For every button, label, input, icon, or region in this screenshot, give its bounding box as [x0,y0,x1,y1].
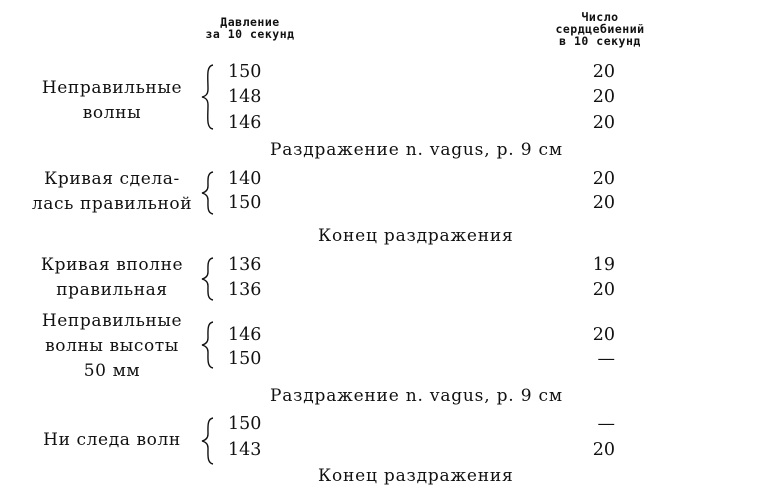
heart-rate-value: 20 [592,440,615,460]
heart-rate-value: 20 [592,62,615,82]
heart-rate-header [540,11,660,47]
pressure-value: 140 [228,169,262,189]
stimulation-end-note: Конец раздражения [318,226,514,246]
group-label-line: Кривая сдела- [44,169,180,189]
group-label-line: волны высоты [45,336,179,356]
pressure-value: 136 [228,255,262,275]
pressure-value: 143 [228,440,262,460]
pressure-header-line: за 10 секунд [205,27,295,41]
brace-icon [200,63,216,131]
group-label-line: Неправильные [41,311,183,331]
heart-rate-value: 20 [592,193,615,213]
group-label-line: Неправильные [41,78,183,98]
pressure-value: 150 [228,349,262,369]
pressure-value: 150 [228,414,262,434]
pressure-value: 146 [228,113,262,133]
group-label-line: Ни следа волн [43,430,181,450]
heart-rate-value: — [597,349,615,369]
group-label-line: волны [82,103,142,123]
heart-rate-value: 20 [592,113,615,133]
pressure-value: 136 [228,280,262,300]
stimulation-end-note: Конец раздражения [318,466,514,486]
heart-rate-header-line: Число [581,10,619,24]
heart-rate-value: 20 [592,325,615,345]
stimulation-note: Раздражение n. vagus, p. 9 см [270,386,563,406]
group-label [28,309,196,384]
stimulation-note: Раздражение n. vagus, p. 9 см [270,140,563,160]
pressure-header [192,16,308,40]
heart-rate-value: 20 [592,169,615,189]
heart-rate-value: 20 [592,87,615,107]
group-label [28,253,196,303]
brace-icon [200,256,216,302]
group-label [28,76,196,126]
pressure-value: 148 [228,87,262,107]
heart-rate-header-line: в 10 секунд [559,34,641,48]
group-label-line: Кривая вполне [40,255,184,275]
brace-icon [200,170,216,216]
group-label-line: правильная [56,280,168,300]
group-label [28,428,196,453]
group-label-line: лась правильной [31,194,193,214]
pressure-value: 150 [228,62,262,82]
pressure-value: 150 [228,193,262,213]
group-label [28,167,196,217]
heart-rate-value: 20 [592,280,615,300]
brace-icon [200,416,216,466]
group-label-line: 50 мм [83,361,141,381]
heart-rate-value: — [597,414,615,434]
pressure-value: 146 [228,325,262,345]
heart-rate-value: 19 [592,255,615,275]
pressure-header-line: Давление [220,15,280,29]
brace-icon [200,320,216,370]
heart-rate-header-line: сердцебиений [555,22,645,36]
